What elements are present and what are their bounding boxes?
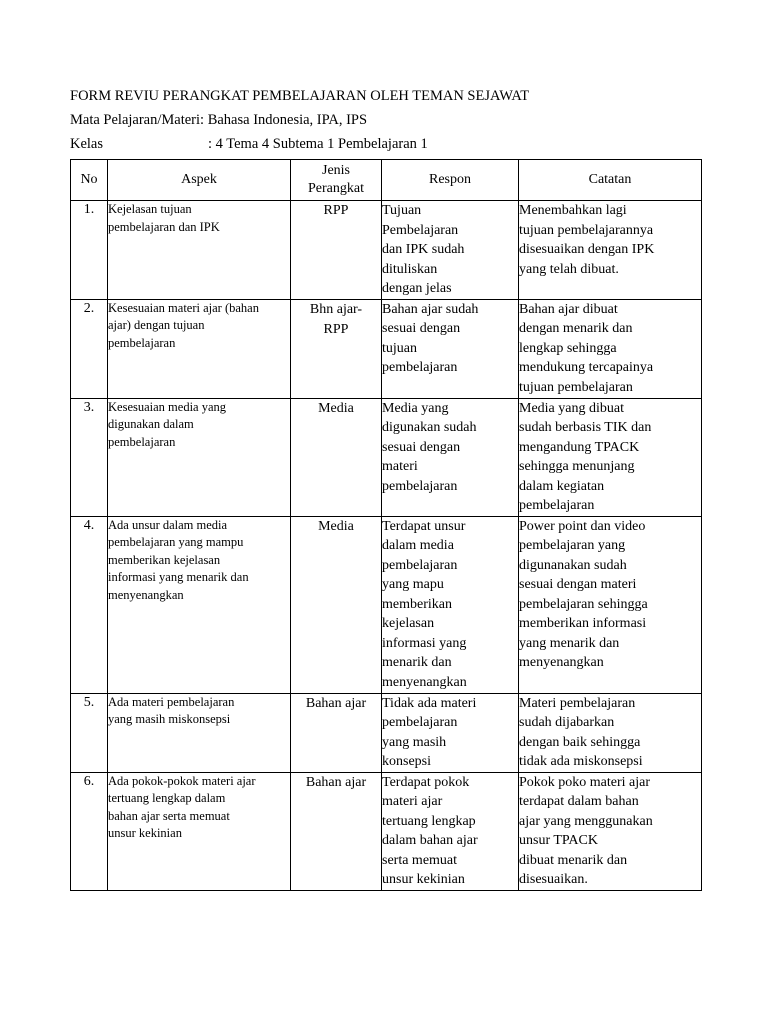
- row-aspek: Kesesuaian materi ajar (bahan ajar) dengan tujuan pembelajaran: [108, 299, 291, 398]
- row-respon: Tidak ada materi pembelajaran yang masih konsepsi: [382, 693, 519, 772]
- form-title: FORM REVIU PERANGKAT PEMBELAJARAN OLEH TEMAN SEJAWAT: [70, 88, 530, 104]
- row-aspek: Ada unsur dalam media pembelajaran yang mampu memberikan kejelasan informasi yang menarik dan menyenangkan: [108, 516, 291, 693]
- header-catatan: Catatan: [519, 160, 702, 201]
- row-respon: Tujuan Pembelajaran dan IPK sudah dituliskan dengan jelas: [382, 201, 519, 300]
- kelas-value: : 4 Tema 4 Subtema 1 Pembelajaran 1: [208, 136, 428, 152]
- row-catatan: Media yang dibuat sudah berbasis TIK dan mengandung TPACK sehingga menunjang dalam kegiatan pembelajaran: [519, 398, 702, 516]
- row-aspek: Kejelasan tujuan pembelajaran dan IPK: [108, 201, 291, 300]
- table-row: [71, 299, 702, 398]
- table-header-row: [71, 160, 702, 201]
- kelas-label: Kelas: [70, 136, 104, 152]
- header-aspek: Aspek: [108, 160, 291, 201]
- row-catatan: Bahan ajar dibuat dengan menarik dan lengkap sehingga mendukung tercapainya tujuan pembelajaran: [519, 299, 702, 398]
- row-jenis-perangkat: Bahan ajar: [291, 693, 382, 772]
- subject-line: Mata Pelajaran/Materi: Bahasa Indonesia, IPA, IPS: [70, 112, 368, 128]
- row-jenis-perangkat: RPP: [291, 201, 382, 300]
- row-respon: Terdapat unsur dalam media pembelajaran yang mapu memberikan kejelasan informasi yang menarik dan menyenangkan: [382, 516, 519, 693]
- row-aspek: Kesesuaian media yang digunakan dalam pembelajaran: [108, 398, 291, 516]
- review-table: [70, 159, 702, 891]
- row-respon: Media yang digunakan sudah sesuai dengan materi pembelajaran: [382, 398, 519, 516]
- header-no: No: [71, 160, 108, 201]
- row-no: 2.: [71, 299, 108, 398]
- header-jenis-perangkat: Jenis Perangkat: [291, 160, 382, 201]
- header-respon: Respon: [382, 160, 519, 201]
- row-catatan: Pokok poko materi ajar terdapat dalam bahan ajar yang menggunakan unsur TPACK dibuat menarik dan disesuaikan.: [519, 772, 702, 890]
- table-row: [71, 201, 702, 300]
- row-aspek: Ada materi pembelajaran yang masih miskonsepsi: [108, 693, 291, 772]
- kelas-line: [70, 135, 428, 153]
- row-aspek: Ada pokok-pokok materi ajar tertuang lengkap dalam bahan ajar serta memuat unsur kekinian: [108, 772, 291, 890]
- row-no: 1.: [71, 201, 108, 300]
- table-row: [71, 772, 702, 890]
- table-row: [71, 693, 702, 772]
- row-no: 5.: [71, 693, 108, 772]
- table-row: [71, 398, 702, 516]
- row-respon: Terdapat pokok materi ajar tertuang lengkap dalam bahan ajar serta memuat unsur kekinian: [382, 772, 519, 890]
- row-jenis-perangkat: Media: [291, 516, 382, 693]
- row-catatan: Power point dan video pembelajaran yang digunanakan sudah sesuai dengan materi pembelajaran sehingga memberikan informasi yang menarik dan menyenangkan: [519, 516, 702, 693]
- row-jenis-perangkat: Media: [291, 398, 382, 516]
- row-no: 6.: [71, 772, 108, 890]
- row-jenis-perangkat: Bahan ajar: [291, 772, 382, 890]
- row-jenis-perangkat: Bhn ajar- RPP: [291, 299, 382, 398]
- row-catatan: Materi pembelajaran sudah dijabarkan dengan baik sehingga tidak ada miskonsepsi: [519, 693, 702, 772]
- table-row: [71, 516, 702, 693]
- row-respon: Bahan ajar sudah sesuai dengan tujuan pembelajaran: [382, 299, 519, 398]
- row-catatan: Menembahkan lagi tujuan pembelajarannya disesuaikan dengan IPK yang telah dibuat.: [519, 201, 702, 300]
- row-no: 3.: [71, 398, 108, 516]
- row-no: 4.: [71, 516, 108, 693]
